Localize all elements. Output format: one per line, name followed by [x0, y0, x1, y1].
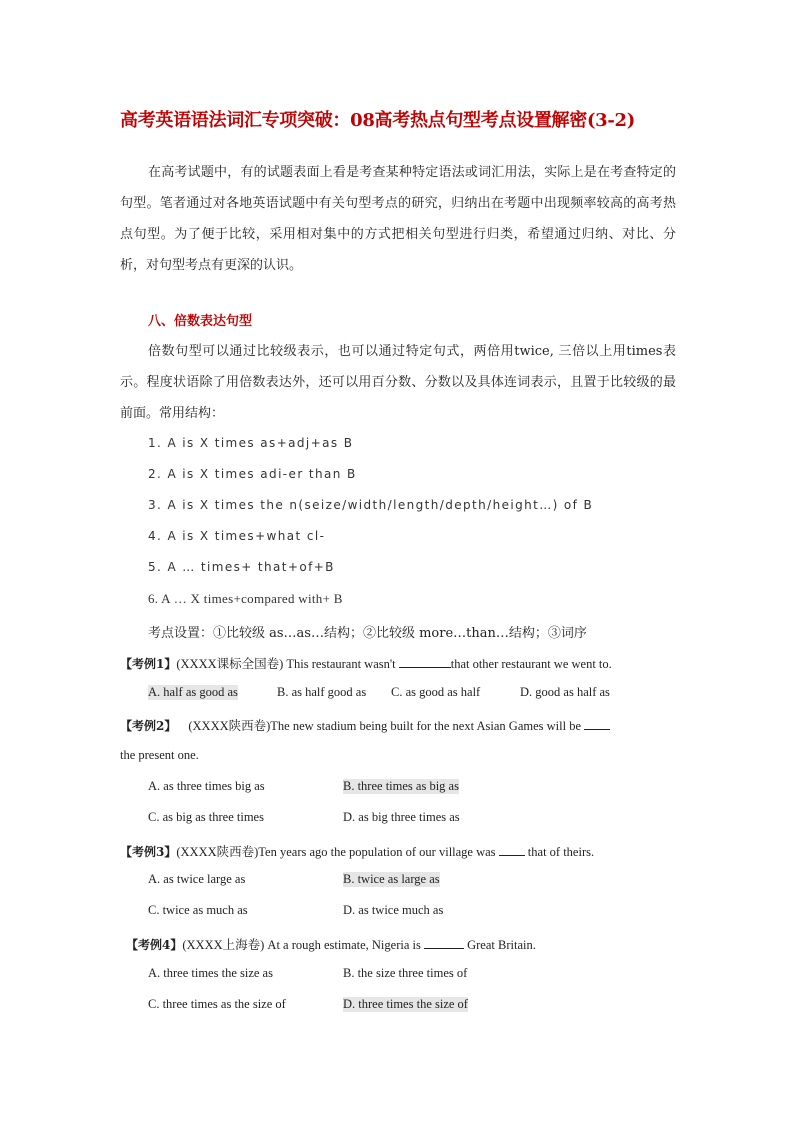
example-4-option-b: B. the size three times of: [343, 966, 468, 980]
example-2-question-cont: the present one.: [120, 748, 199, 762]
example-tag: 【考例2】: [120, 719, 177, 733]
example-stem: The new stadium being built for the next Asian Games will be: [270, 719, 585, 733]
example-4-option-d: D. three times the size of: [343, 997, 468, 1011]
example-1-option-c: C. as good as half: [391, 685, 481, 699]
example-stem: Great Britain.: [463, 938, 536, 952]
structure-item: 3. A is X times the n(seize/width/length/depth/height…) of B: [148, 498, 594, 512]
structure-item: 2. A is X times adi-er than B: [148, 467, 357, 481]
example-3-question: [120, 842, 676, 860]
example-3-option-a: A. as twice large as: [148, 872, 246, 886]
example-stem: that other restaurant we went to.: [450, 657, 612, 671]
structure-item: 1. A is X times as+adj+as B: [148, 436, 354, 450]
section-heading: 八、倍数表达句型: [148, 314, 253, 329]
example-2-option-d: D. as big three times as: [343, 810, 460, 824]
answer-blank: [584, 729, 610, 730]
example-4-option-c: C. three times as the size of: [148, 997, 286, 1011]
example-2-option-c: C. as big as three times: [148, 810, 264, 824]
example-source: (XXXX陕西卷): [188, 719, 271, 733]
example-tag: 【考例4】: [126, 938, 183, 952]
answer-blank: [399, 667, 451, 668]
intro-paragraph: 在高考试题中，有的试题表面上看是考查某种特定语法或词汇用法，实际上是在考查特定的句型。笔者通过对各地英语试题中有关句型考点的研究，归纳出在考题中出现频率较高的高考热点句型。为了便于比较，采用相对集中的方式把相关句型进行归类，希望通过归纳、对比、分析，对句型考点有更深的认识。: [120, 165, 676, 273]
example-3-option-b: B. twice as large as: [343, 872, 440, 886]
example-tag: 【考例3】: [120, 845, 177, 859]
example-3-option-d: D. as twice much as: [343, 903, 444, 917]
example-tag: 【考例1】: [120, 657, 177, 671]
example-source: (XXXX课标全国卷): [176, 657, 284, 671]
example-3-option-c: C. twice as much as: [148, 903, 248, 917]
example-source: (XXXX上海卷): [182, 938, 265, 952]
page-title: 高考英语语法词汇专项突破：08高考热点句型考点设置解密(3-2): [120, 110, 635, 131]
example-1-option-a: A. half as good as: [148, 685, 238, 699]
example-1-option-b: B. as half good as: [277, 685, 367, 699]
example-stem: that of theirs.: [524, 845, 595, 859]
example-1-question: [120, 654, 676, 672]
structure-item: 6. A … X times+compared with+ B: [148, 591, 343, 606]
example-2-option-a: A. as three times big as: [148, 779, 265, 793]
example-stem: Ten years ago the population of our village was: [258, 845, 499, 859]
example-4-option-a: A. three times the size as: [148, 966, 273, 980]
example-4-question: [126, 935, 682, 953]
example-2-option-b: B. three times as big as: [343, 779, 459, 793]
example-2-question: [120, 716, 676, 734]
answer-blank: [499, 855, 525, 856]
section-description: 倍数句型可以通过比较级表示，也可以通过特定句式，两倍用twice, 三倍以上用times表示。程度状语除了用倍数表达外，还可以用百分数、分数以及具体连词表示，且置于比较级的最前面。常用结构：: [120, 344, 676, 421]
structure-item: 5. A … times+ that+of+B: [148, 560, 335, 574]
example-stem: This restaurant wasn't: [283, 657, 399, 671]
example-1-option-d: D. good as half as: [520, 685, 610, 699]
key-points: 考点设置：①比较级 as…as…结构；②比较级 more…than…结构；③词序: [148, 626, 587, 641]
example-source: (XXXX陕西卷): [176, 845, 259, 859]
structure-item: 4. A is X times+what cl-: [148, 529, 326, 543]
answer-blank: [424, 948, 464, 949]
example-stem: At a rough estimate, Nigeria is: [264, 938, 424, 952]
